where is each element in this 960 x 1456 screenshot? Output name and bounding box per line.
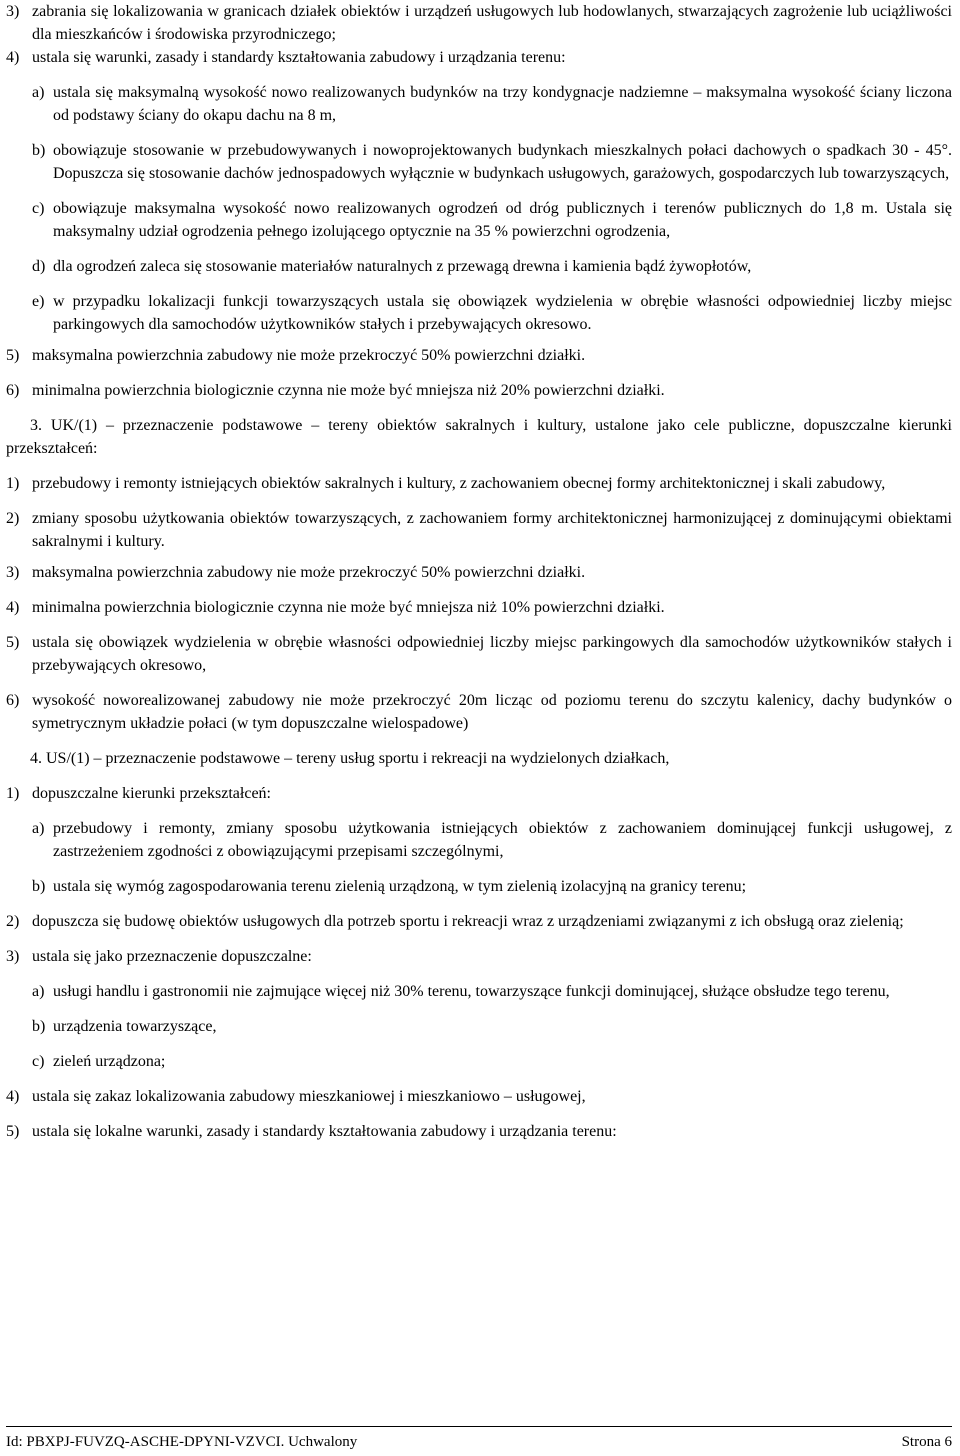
list-item <box>6 1120 952 1143</box>
list-item <box>6 945 952 968</box>
item-label: b) <box>32 1018 46 1035</box>
sub-list-item <box>6 255 952 278</box>
list-item <box>6 910 952 933</box>
sub-list-item <box>6 290 952 336</box>
item-label: d) <box>32 258 46 275</box>
list-item <box>6 507 952 553</box>
item-label: c) <box>32 1053 45 1070</box>
list-item <box>6 0 952 46</box>
list-item <box>6 782 952 805</box>
list-item <box>6 472 952 495</box>
list-item <box>6 561 952 584</box>
list-item <box>6 631 952 677</box>
item-text: maksymalna powierzchnia zabudowy nie może przekroczyć 50% powierzchni działki. <box>32 564 586 581</box>
item-label: 3) <box>6 564 20 581</box>
item-label: 2) <box>6 913 20 930</box>
item-label: c) <box>32 200 45 217</box>
item-text: dla ogrodzeń zaleca się stosowanie materiałów naturalnych z przewagą drewna i kamienia bądź żywopłotów, <box>53 258 752 275</box>
list-item <box>6 379 952 402</box>
item-label: b) <box>32 878 46 895</box>
item-label: 4) <box>6 1088 20 1105</box>
item-label: 1) <box>6 475 20 492</box>
item-text: zmiany sposobu użytkowania obiektów towarzyszących, z zachowaniem formy architektonicznej harmonizującej z dominującymi obiektami sakralnymi i kultury. <box>32 510 952 550</box>
list-item <box>6 344 952 367</box>
list-item <box>6 46 952 69</box>
item-text: zabrania się lokalizowania w granicach działek obiektów i urządzeń usługowych lub hodowlanych, stwarzających zagrożenie lub uciążliwości dla mieszkańców i środowiska przyrodniczego; <box>32 3 952 43</box>
item-label: a) <box>32 84 45 101</box>
list-item <box>6 1085 952 1108</box>
item-text: przebudowy i remonty istniejących obiektów sakralnych i kultury, z zachowaniem obecnej formy architektonicznej i skali zabudowy, <box>32 475 886 492</box>
item-label: 4) <box>6 599 20 616</box>
page-footer <box>6 1426 952 1452</box>
item-text: maksymalna powierzchnia zabudowy nie może przekroczyć 50% powierzchni działki. <box>32 347 586 364</box>
item-text: wysokość noworealizowanej zabudowy nie może przekroczyć 20m licząc od poziomu terenu do szczytu kalenicy, dachy budynków o symetrycznym układzie połaci (w tym dopuszczalne wielospadowe) <box>32 692 952 732</box>
item-text: minimalna powierzchnia biologicznie czynna nie może być mniejsza niż 10% powierzchni działki. <box>32 599 665 616</box>
item-text: urządzenia towarzyszące, <box>53 1018 217 1035</box>
item-text: ustala się zakaz lokalizowania zabudowy mieszkaniowej i mieszkaniowo – usługowej, <box>32 1088 586 1105</box>
document-id: Id: PBXPJ-FUVZQ-ASCHE-DPYNI-VZVCI. Uchwalony <box>6 1434 358 1450</box>
item-text: ustala się lokalne warunki, zasady i standardy kształtowania zabudowy i urządzania terenu: <box>32 1123 617 1140</box>
list-item <box>6 596 952 619</box>
document-body <box>6 0 952 1143</box>
item-text: ustala się obowiązek wydzielenia w obrębie własności odpowiedniej liczby miejsc parkingowych dla samochodów użytkowników stałych i przebywających okresowo, <box>32 634 952 674</box>
item-label: 3) <box>6 948 20 965</box>
item-label: a) <box>32 983 45 1000</box>
sub-list-item <box>6 1015 952 1038</box>
item-text: minimalna powierzchnia biologicznie czynna nie może być mniejsza niż 20% powierzchni działki. <box>32 382 665 399</box>
item-label: 6) <box>6 382 20 399</box>
sub-list-item <box>6 197 952 243</box>
item-label: 1) <box>6 785 20 802</box>
sub-list-item <box>6 875 952 898</box>
item-text: ustala się maksymalną wysokość nowo realizowanych budynków na trzy kondygnacje nadziemne – maksymalna wysokość ściany liczona od podstawy ściany do okapu dachu na 8 m, <box>53 84 952 124</box>
item-text: dopuszcza się budowę obiektów usługowych dla potrzeb sportu i rekreacji wraz z urządzeniami związanymi z ich obsługą oraz zielenią; <box>32 913 904 930</box>
item-label: 5) <box>6 634 20 651</box>
sub-list-item <box>6 81 952 127</box>
item-label: 4) <box>6 49 20 66</box>
item-text: ustala się wymóg zagospodarowania terenu zielenią urządzoną, w tym zielenią izolacyjną na granicy terenu; <box>53 878 747 895</box>
item-label: e) <box>32 293 45 310</box>
sub-list-item <box>6 139 952 185</box>
item-text: zieleń urządzona; <box>53 1053 166 1070</box>
item-label: 5) <box>6 1123 20 1140</box>
section-paragraph <box>6 414 952 460</box>
item-label: b) <box>32 142 46 159</box>
sub-list-item <box>6 1050 952 1073</box>
item-text: obowiązuje stosowanie w przebudowywanych i nowoprojektowanych budynkach mieszkalnych połaci dachowych o spadkach 30 - 45°. Dopuszcza się stosowanie dachów jednospadowych wyłącznie w budynkach usługowych, garażowych, gospodarczych lub towarzyszących, <box>53 142 952 182</box>
item-text: ustala się jako przeznaczenie dopuszczalne: <box>32 948 312 965</box>
item-text: dopuszczalne kierunki przekształceń: <box>32 785 271 802</box>
paragraph-text: 4. US/(1) – przeznaczenie podstawowe – tereny usług sportu i rekreacji na wydzielonych działkach, <box>30 750 670 767</box>
section-paragraph <box>6 747 952 770</box>
item-text: usługi handlu i gastronomii nie zajmujące więcej niż 30% terenu, towarzyszące funkcji dominującej, służące obsłudze tego terenu, <box>53 983 890 1000</box>
item-label: a) <box>32 820 45 837</box>
item-label: 6) <box>6 692 20 709</box>
list-item <box>6 689 952 735</box>
item-label: 5) <box>6 347 20 364</box>
sub-list-item <box>6 980 952 1003</box>
item-text: w przypadku lokalizacji funkcji towarzyszących ustala się obowiązek wydzielenia w obrębie własności odpowiedniej liczby miejsc parkingowych dla samochodów użytkowników stałych i przebywających okresowo. <box>53 293 952 333</box>
sub-list-item <box>6 817 952 863</box>
item-label: 2) <box>6 510 20 527</box>
paragraph-text: 3. UK/(1) – przeznaczenie podstawowe – tereny obiektów sakralnych i kultury, ustalone jako cele publiczne, dopuszczalne kierunki przekształceń: <box>6 417 952 457</box>
item-text: ustala się warunki, zasady i standardy kształtowania zabudowy i urządzania terenu: <box>32 49 566 66</box>
item-label: 3) <box>6 3 20 20</box>
item-text: obowiązuje maksymalna wysokość nowo realizowanych ogrodzeń od dróg publicznych i terenów publicznych do 1,8 m. Ustala się maksymalny udział ogrodzenia pełnego izolującego optycznie na 35 % powierzchni ogrodzenia, <box>53 200 952 240</box>
item-text: przebudowy i remonty, zmiany sposobu użytkowania istniejących obiektów z zachowaniem dominującej funkcji usługowej, z zastrzeżeniem zgodności z obowiązującymi przepisami szczególnymi, <box>53 820 952 860</box>
page-number: Strona 6 <box>901 1434 952 1450</box>
